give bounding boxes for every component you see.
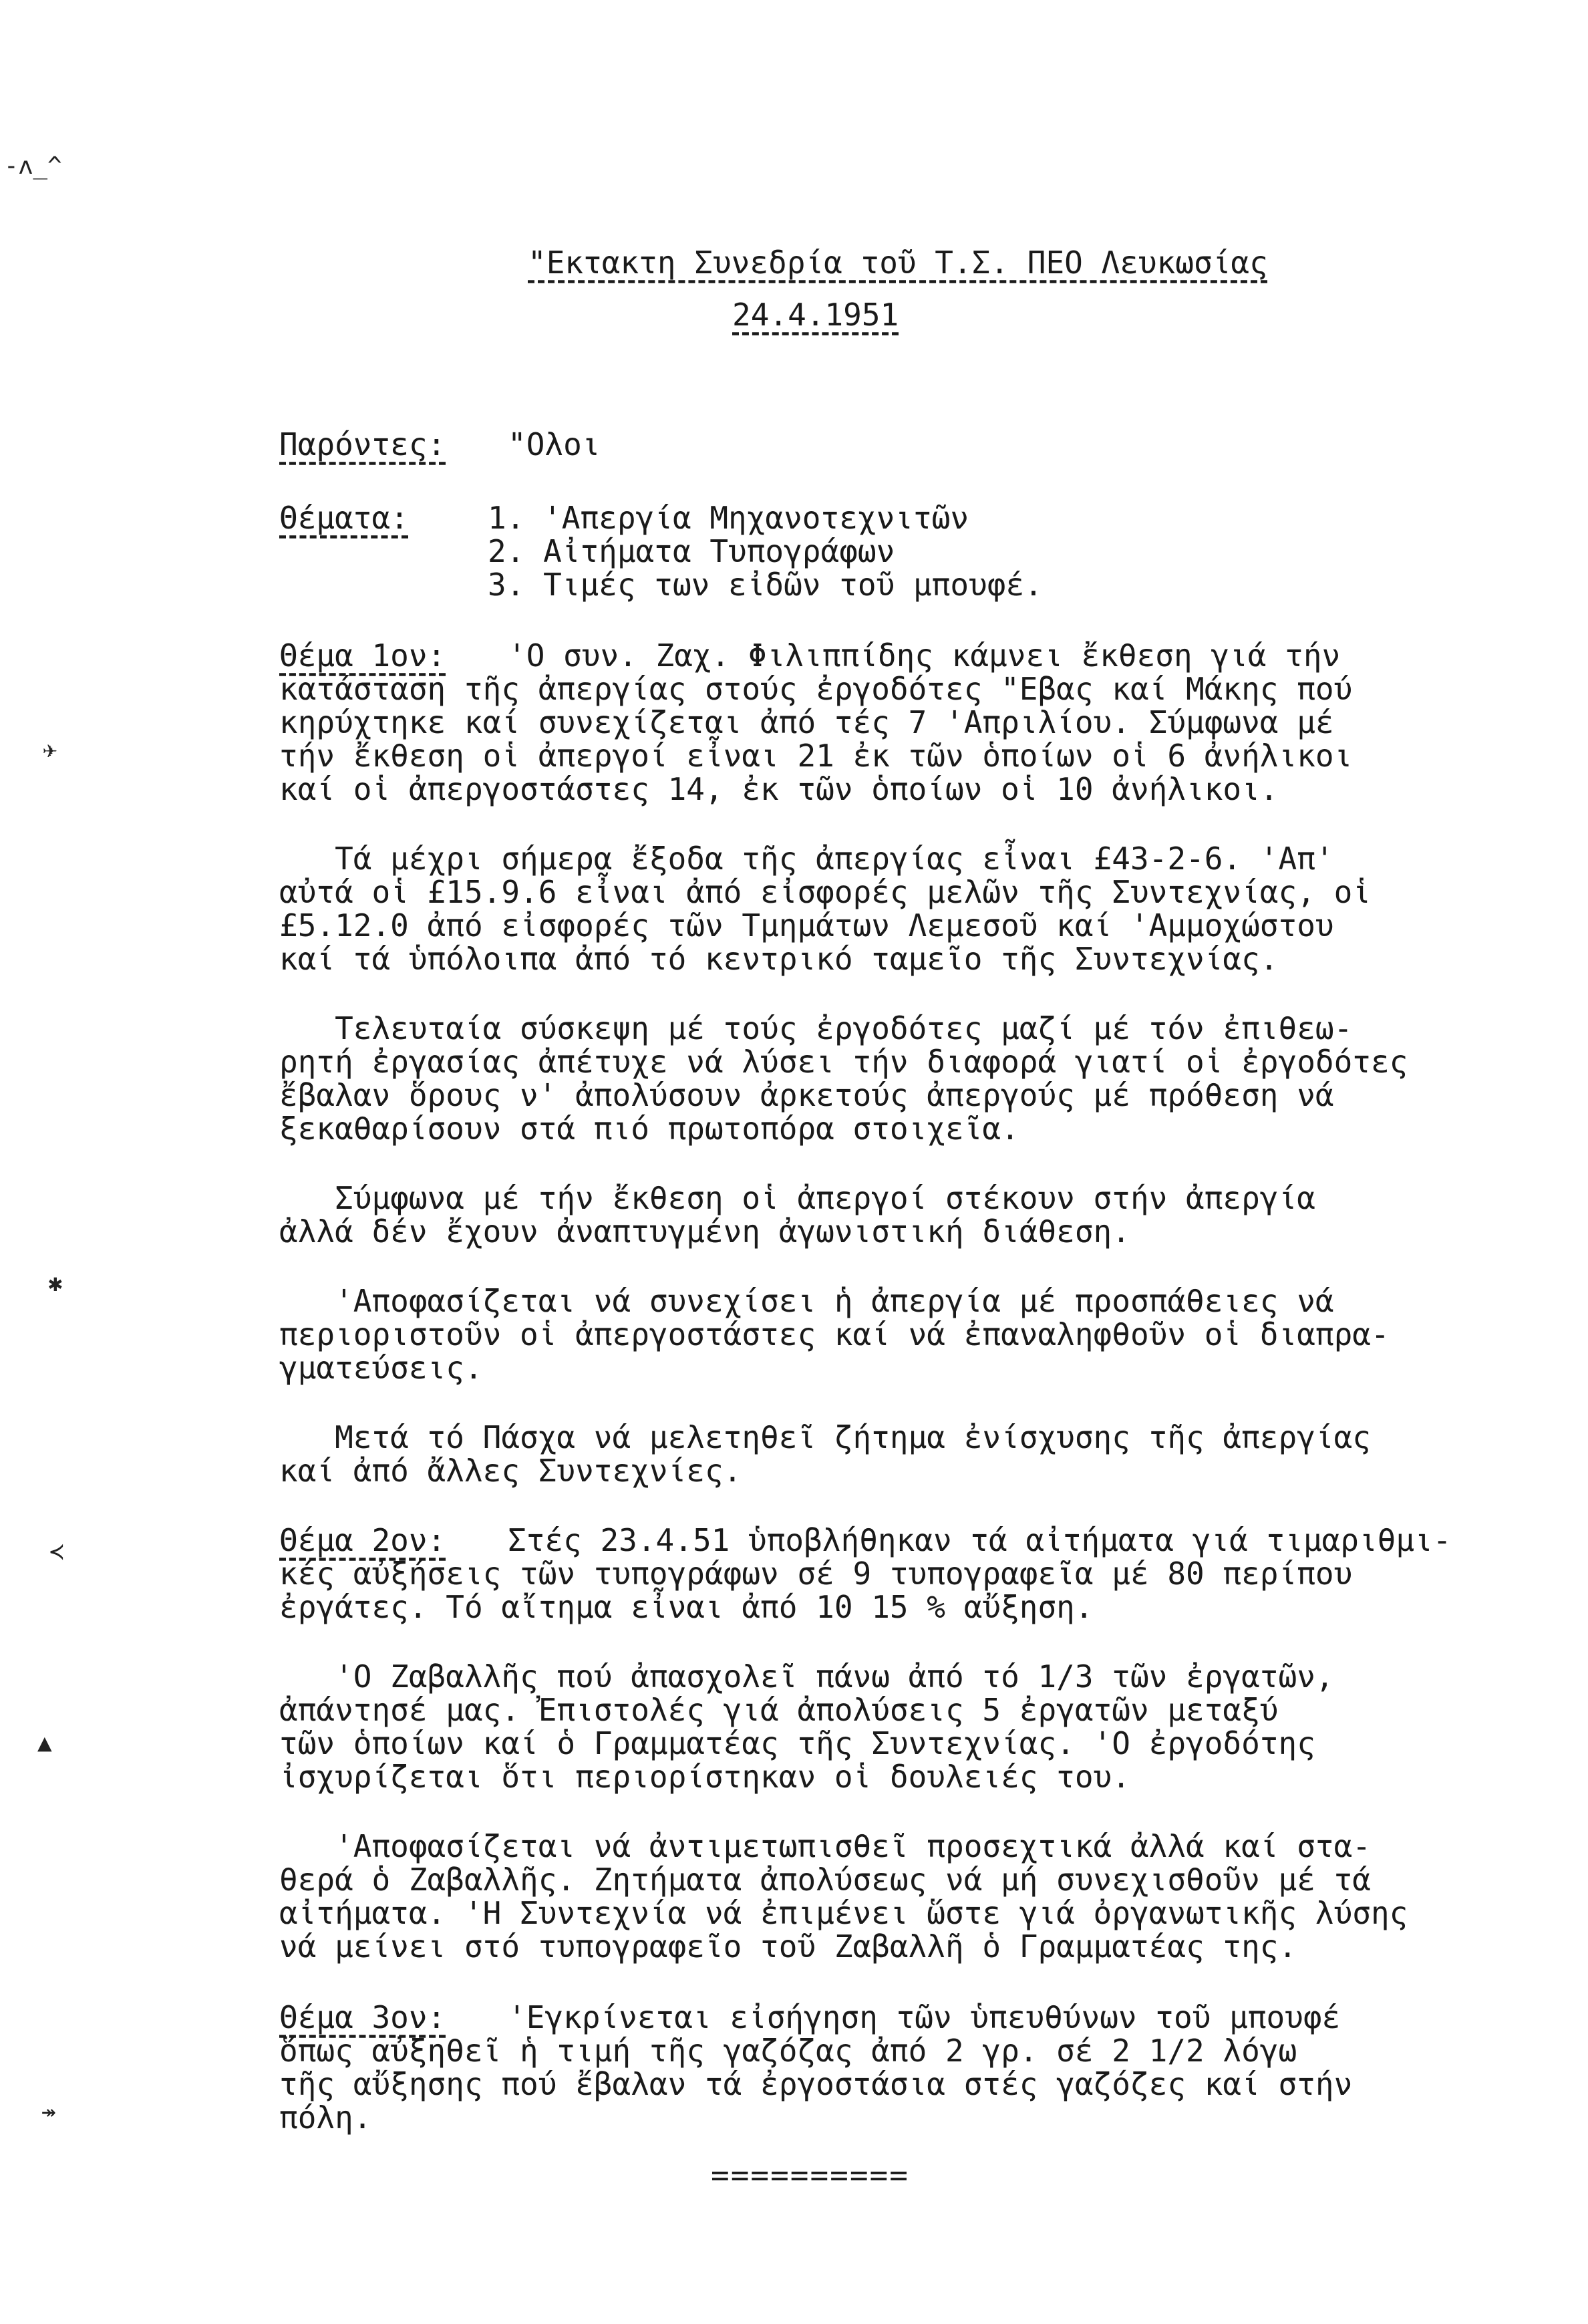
topic1-paragraph-line: ἀλλά δέν ἔχουν ἀναπτυγμένη ἀγωνιστική διάθεση. — [279, 1213, 1130, 1250]
margin-mark: ✈ — [43, 736, 57, 764]
topic2-line: κές αὐξήσεις τῶν τυπογράφων σέ 9 τυπογραφεῖα μέ 80 περίπου — [279, 1556, 1353, 1592]
topic-item: 3. Τιμές των εἰδῶν τοῦ μπουφέ. — [488, 567, 1043, 603]
topic1-paragraph-line: Τά μέχρι σήμερα ἔξοδα τῆς ἀπεργίας εἶναι £43-2-6. 'Απ' — [279, 841, 1334, 877]
topic1-line: τήν ἔκθεση οἱ ἀπεργοί εἶναι 21 ἐκ τῶν ὁποίων οἱ 6 ἀνήλικοι — [279, 738, 1353, 774]
topic2-paragraph-line: θερά ὁ Ζαβαλλῆς. Ζητήματα ἀπολύσεως νά μή συνεχισθοῦν μέ τά — [279, 1862, 1371, 1898]
topic1-label: Θέμα 1ον: — [279, 637, 446, 674]
topic2-paragraph-line: νά μείνει στό τυπογραφεῖο τοῦ Ζαβαλλῆ ὁ Γραμματέας της. — [279, 1928, 1297, 1965]
topic1-paragraph-line: καί ἀπό ἄλλες Συντεχνίες. — [279, 1453, 742, 1489]
topic1-paragraph-line: ρητή ἐργασίας ἀπέτυχε νά λύσει τήν διαφορά γιατί οἱ ἐργοδότες — [279, 1044, 1408, 1080]
topic2-paragraph-line: 'Αποφασίζεται νά ἀντιμετωπισθεῖ προσεχτικά ἀλλά καί στα- — [279, 1828, 1371, 1864]
topic3-line: πόλη. — [279, 2099, 372, 2136]
topic2-line: Στές 23.4.51 ὑποβλήθηκαν τά αἰτήματα γιά τιμαριθμι- — [508, 1522, 1452, 1558]
topic3-line: τῆς αὔξησης πού ἔβαλαν τά ἐργοστάσια στές γαζόζες καί στήν — [279, 2066, 1353, 2102]
margin-mark: ≺ — [49, 1538, 64, 1566]
topic2-paragraph-line: ἀπάντησέ μας. Ἐπιστολές γιά ἀπολύσεις 5 ἐργατῶν μεταξύ — [279, 1692, 1279, 1728]
topic1-line: 'Ο συν. Ζαχ. Φιλιππίδης κάμνει ἔκθεση γιά τήν — [508, 637, 1341, 674]
topic-item: 1. 'Απεργία Μηχανοτεχνιτῶν — [488, 500, 969, 536]
topic1-paragraph-line: καί τά ὑπόλοιπα ἀπό τό κεντρικό ταμεῖο τῆς Συντεχνίας. — [279, 941, 1279, 977]
margin-mark: -ʌ_^ — [4, 152, 62, 180]
topic1-paragraph-line: Μετά τό Πάσχα νά μελετηθεῖ ζήτημα ἐνίσχυσης τῆς ἀπεργίας — [279, 1419, 1371, 1455]
topic3-label: Θέμα 3ον: — [279, 1999, 446, 2035]
end-separator: ========== — [711, 2157, 909, 2193]
topic1-line: κηρύχτηκε καί συνεχίζεται ἀπό τές 7 'Απριλίου. Σύμφωνα μέ — [279, 704, 1334, 740]
attendees-value: "Ολοι — [508, 426, 601, 462]
margin-mark: ↠ — [41, 2098, 56, 2126]
topic2-paragraph-line: αἰτήματα. 'Η Συντεχνία νά ἐπιμένει ὥστε γιά ὀργανωτικῆς λύσης — [279, 1895, 1408, 1931]
topic1-paragraph-line: ξεκαθαρίσουν στά πιό πρωτοπόρα στοιχεῖα. — [279, 1111, 1019, 1147]
margin-mark: ▲ — [37, 1729, 52, 1757]
topic2-paragraph-line: ἰσχυρίζεται ὅτι περιορίστηκαν οἱ δουλειές του. — [279, 1759, 1130, 1795]
margin-mark: ✱ — [48, 1270, 63, 1297]
attendees-label: Παρόντες: — [279, 426, 446, 462]
topic2-label: Θέμα 2ον: — [279, 1522, 446, 1558]
topics-label: Θέματα: — [279, 500, 409, 536]
document-date: 24.4.1951 — [732, 297, 899, 333]
topic1-paragraph-line: περιοριστοῦν οἱ ἀπεργοστάστες καί νά ἐπαναληφθοῦν οἱ διαπρα- — [279, 1316, 1390, 1352]
topic3-line: 'Εγκρίνεται εἰσήγηση τῶν ὑπευθύνων τοῦ μπουφέ — [508, 1999, 1341, 2035]
topic1-paragraph-line: ἔβαλαν ὅρους ν' ἀπολύσουν ἀρκετούς ἀπεργούς μέ πρόθεση νά — [279, 1077, 1334, 1113]
topic2-paragraph-line: τῶν ὁποίων καί ὁ Γραμματέας τῆς Συντεχνίας. 'Ο ἐργοδότης — [279, 1725, 1315, 1761]
topic1-line: καί οἱ ἀπεργοστάστες 14, ἐκ τῶν ὁποίων οἱ 10 ἀνήλικοι. — [279, 771, 1279, 807]
topic1-paragraph-line: Σύμφωνα μέ τήν ἔκθεση οἱ ἀπεργοί στέκουν στήν ἀπεργία — [279, 1180, 1315, 1216]
topic1-line: κατάσταση τῆς ἀπεργίας στούς ἐργοδότες "Εβας καί Μάκης πού — [279, 671, 1353, 707]
topic2-paragraph-line: 'Ο Ζαβαλλῆς πού ἀπασχολεῖ πάνω ἀπό τό 1/3 τῶν ἐργατῶν, — [279, 1658, 1334, 1695]
topic1-paragraph-line: 'Αποφασίζεται νά συνεχίσει ἡ ἀπεργία μέ προσπάθειες νά — [279, 1283, 1334, 1319]
document-title: "Εκτακτη Συνεδρία τοῦ Τ.Σ. ΠΕΟ Λευκωσίας — [528, 245, 1268, 281]
topic3-line: ὅπως αὐξηθεῖ ἡ τιμή τῆς γαζόζας ἀπό 2 γρ. σέ 2 1/2 λόγω — [279, 2033, 1297, 2069]
topic2-line: ἐργάτες. Τό αἴτημα εἶναι ἀπό 10 15 % αὔξηση. — [279, 1589, 1094, 1625]
topic1-paragraph-line: αὐτά οἱ £15.9.6 εἶναι ἀπό εἰσφορές μελῶν τῆς Συντεχνίας, οἱ — [279, 874, 1371, 910]
topic1-paragraph-line: γματεύσεις. — [279, 1350, 483, 1386]
topic1-paragraph-line: £5.12.0 ἀπό εἰσφορές τῶν Τμημάτων Λεμεσοῦ καί 'Αμμοχώστου — [279, 907, 1334, 943]
topic1-paragraph-line: Τελευταία σύσκεψη μέ τούς ἐργοδότες μαζί μέ τόν ἐπιθεω- — [279, 1010, 1353, 1046]
topic-item: 2. Αἰτήματα Τυπογράφων — [488, 533, 895, 569]
